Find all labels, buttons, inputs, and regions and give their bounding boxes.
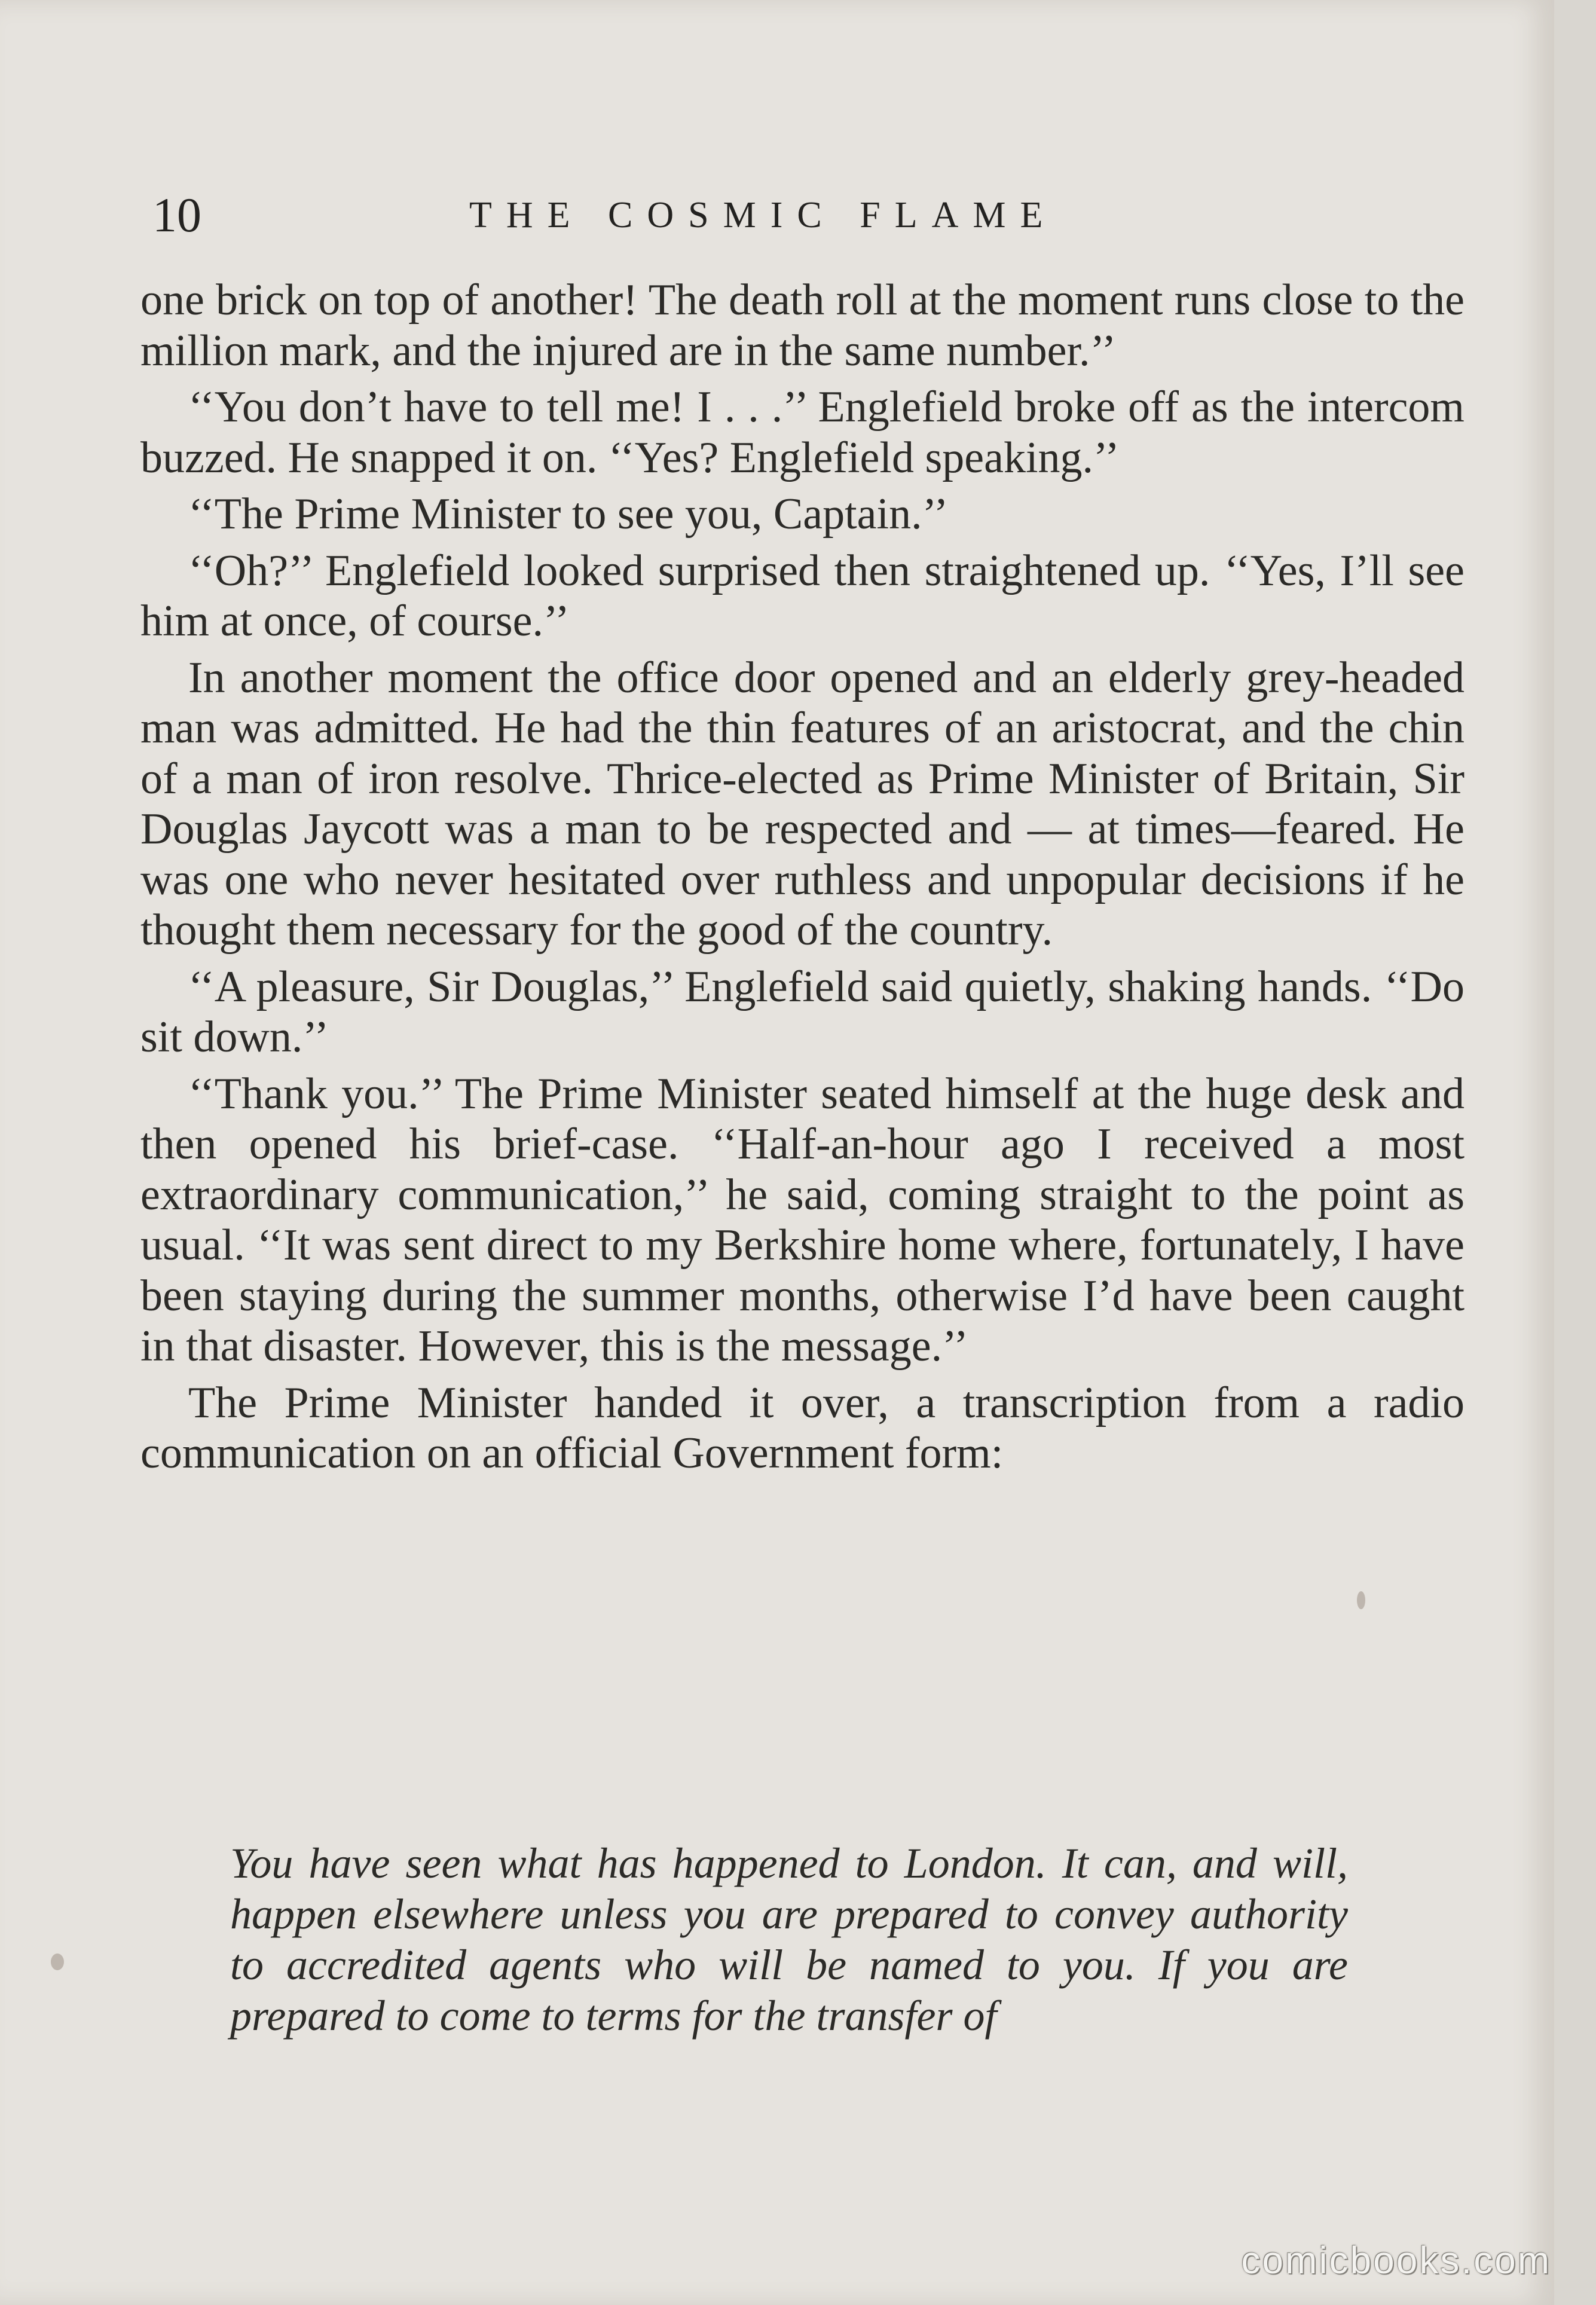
paper-speck	[51, 1954, 64, 1970]
page-header	[152, 182, 1467, 248]
watermark: comicbooks.com	[1241, 2239, 1551, 2282]
page-edge	[1554, 0, 1596, 2305]
paragraph: ‘‘A pleasure, Sir Douglas,’’ Englefield said quietly, shaking hands. ‘‘Do sit down.’’	[140, 962, 1464, 1062]
paper-speck	[1357, 1591, 1365, 1609]
running-title: THE COSMIC FLAME	[469, 195, 1057, 236]
paragraph: ‘‘You don’t have to tell me! I . . .’’ Englefield broke off as the intercom buzzed. He snapped it on. ‘‘Yes? Englefield speaking.’’	[140, 383, 1464, 482]
body-text	[140, 275, 1464, 1485]
paragraph: In another moment the office door opened and an elderly grey-headed man was admitted. He had the thin features of an aristocrat, and the chin of a man of iron resolve. Thrice-elected as Prime Minister of Britain, Sir Douglas Jaycott was a man to be respected and — at times—feared. He was one who never hesitated over ruthless and unpopular decisions if he thought them necessary for the good of the country.	[140, 653, 1464, 955]
paragraph: The Prime Minister handed it over, a transcription from a radio communication on an official Government form:	[140, 1378, 1464, 1478]
radio-message: You have seen what has happened to London. It can, and will, happen elsewhere unless you are prepared to convey authority to accredited agents who will be named to you. If you are prepared to come to terms for the transfer of	[230, 1839, 1348, 2040]
paragraph: ‘‘Thank you.’’ The Prime Minister seated himself at the huge desk and then opened his brief-case. ‘‘Half-an-hour ago I received a most extraordinary communication,’’ he said, coming straight to the point as usual. ‘‘It was sent direct to my Berkshire home where, fortunately, I have been staying during the summer months, otherwise I’d have been caught in that disaster. However, this is the message.’’	[140, 1069, 1464, 1371]
paragraph: ‘‘Oh?’’ Englefield looked surprised then straightened up. ‘‘Yes, I’ll see him at once, of course.’’	[140, 546, 1464, 646]
page-number: 10	[152, 188, 201, 242]
paragraph: ‘‘The Prime Minister to see you, Captain.’’	[188, 490, 949, 539]
paragraph: one brick on top of another! The death roll at the moment runs close to the million mark, and the injured are in the same number.’’	[140, 276, 1464, 375]
